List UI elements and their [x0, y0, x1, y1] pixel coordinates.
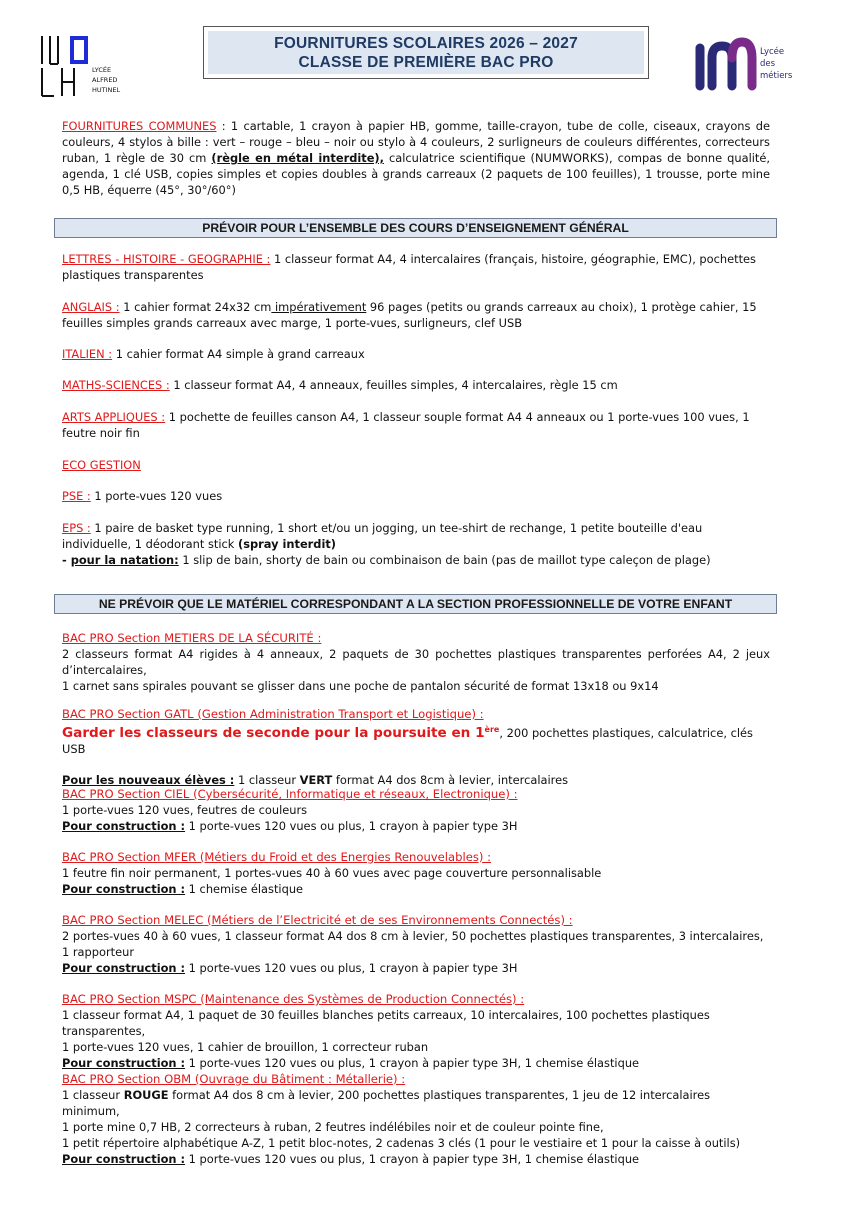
- subject-text: 1 pochette de feuilles canson A4, 1 classeur souple format A4 4 anneaux ou 1 porte-vues 100 vues, 1 feutre noir fin: [62, 410, 750, 440]
- page-subtitle: CLASSE DE PREMIÈRE BAC PRO: [298, 53, 554, 71]
- section-title: BAC PRO Section MELEC (Métiers de l’Electricité et de ses Environnements Connectés) :: [62, 913, 573, 927]
- subject-label: LETTRES - HISTOIRE - GEOGRAPHIE :: [62, 252, 271, 266]
- lycee-hutinel-logo: [38, 34, 124, 98]
- subject-pse: [62, 488, 770, 504]
- section-line: 2 classeurs format A4 rigides à 4 anneaux, 2 paquets de 30 pochettes plastiques transparentes perforées A4, 2 jeux d’intercalaires,: [62, 647, 770, 677]
- pro-ciel: [62, 786, 770, 834]
- common-supplies: [62, 118, 770, 198]
- eps-text: 1 paire de basket type running, 1 short et/ou un jogging, un tee-shirt de rechange, 1 petite bouteille d'eau individuelle, 1 déodorant stick: [62, 521, 703, 551]
- logo-left-text-3: HUTINEL: [92, 86, 121, 94]
- subject-eco-gestion: [62, 457, 770, 473]
- construction-label: Pour construction :: [62, 1152, 186, 1166]
- subject-emphasis: impérativement: [271, 300, 367, 314]
- section-line: 1 porte-vues 120 vues ou plus, 1 crayon à papier type 3H: [185, 961, 518, 975]
- section-line: 1 porte-vues 120 vues, feutres de couleurs: [62, 803, 308, 817]
- subject-label: ECO GESTION: [62, 458, 141, 472]
- eps-label: EPS :: [62, 521, 91, 535]
- section-line: 1 rapporteur: [62, 945, 135, 959]
- page-title: FOURNITURES SCOLAIRES 2026 – 2027: [274, 34, 578, 52]
- pro-mspc: [62, 991, 770, 1071]
- section-title: BAC PRO Section GATL (Gestion Administration Transport et Logistique) :: [62, 707, 484, 721]
- section-title: BAC PRO Section CIEL (Cybersécurité, Informatique et réseaux, Electronique) :: [62, 787, 518, 801]
- section-line: 1 classeur: [62, 1088, 124, 1102]
- subject-lettres: [62, 251, 770, 283]
- construction-label: Pour construction :: [62, 1056, 186, 1070]
- section-line: 1 porte-vues 120 vues ou plus, 1 crayon à papier type 3H: [185, 819, 518, 833]
- subject-label: PSE :: [62, 489, 91, 503]
- binder-color: VERT: [299, 772, 333, 787]
- section-band-pro: NE PRÉVOIR QUE LE MATÉRIEL CORRESPONDANT A LA SECTION PROFESSIONNELLE DE VOTRE ENFANT: [54, 594, 777, 614]
- subject-text: 1 classeur format A4, 4 intercalaires (français, histoire, géographie, EMC), pochettes plastiques transparentes: [62, 252, 756, 282]
- logo-right-text-3: métiers: [760, 71, 793, 81]
- subject-text: 1 porte-vues 120 vues: [90, 489, 223, 503]
- subject-text: 1 cahier format 24x32 cm: [119, 300, 272, 314]
- subject-label: ARTS APPLIQUES :: [62, 410, 166, 424]
- section-line: 1 porte-vues 120 vues ou plus, 1 crayon à papier type 3H, 1 chemise élastique: [185, 1056, 640, 1070]
- section-band-general: PRÉVOIR POUR L’ENSEMBLE DES COURS D’ENSEIGNEMENT GÉNÉRAL: [54, 218, 777, 238]
- pro-mfer: [62, 849, 770, 897]
- binder-color: ROUGE: [123, 1088, 169, 1102]
- eps-natation-text: 1 slip de bain, shorty de bain ou combinaison de bain (pas de maillot type caleçon de plage): [178, 553, 711, 567]
- section-line: 1 porte-vues 120 vues, 1 cahier de brouillon, 1 correcteur ruban: [62, 1040, 429, 1054]
- section-line: 2 portes-vues 40 à 60 vues, 1 classeur format A4 dos 8 cm à levier, 50 pochettes plastiques transparentes, 3 intercalaires,: [62, 929, 764, 943]
- subject-text-2: 96 pages (petits ou grands carreaux au choix), 1 protège cahier, 15 feuilles simples grands carreaux avec marge, 1 porte-vues, surligneurs, clef USB: [62, 300, 757, 330]
- subject-anglais: [62, 299, 770, 331]
- section-line: 1 petit répertoire alphabétique A-Z, 1 petit bloc-notes, 2 cadenas 3 clés (1 pour le vestiaire et 1 pour la caisse à outils): [62, 1136, 741, 1150]
- logo-left-text-2: ALFRED: [92, 76, 118, 84]
- section-line: 1 carnet sans spirales pouvant se glisser dans une poche de pantalon sécurité de format 13x18 ou 9x14: [62, 679, 659, 693]
- gatl-superscript: ère: [484, 725, 500, 734]
- pro-obm: [62, 1071, 770, 1167]
- eps-natation-label: pour la natation:: [70, 553, 179, 567]
- subject-italien: [62, 346, 770, 362]
- page-title-box: [203, 26, 649, 79]
- common-supplies-text-1: : 1 cartable, 1 crayon à papier HB, gomme, taille-crayon, tube de colle, ciseaux, crayons de couleurs, 4 stylos à bille : vert – rouge – bleu – noir ou stylo à 4 couleurs, 2 surligneurs de couleurs différentes, correcteurs ruban, 1 règle de 30 cm: [62, 119, 770, 165]
- lycee-des-metiers-logo: [696, 36, 793, 92]
- eps-natation-prefix: -: [62, 553, 71, 567]
- section-line: 1 feutre fin noir permanent, 1 portes-vues 40 à 60 vues avec page couverture personnalisable: [62, 866, 602, 880]
- subject-maths-sciences: [62, 377, 770, 393]
- construction-label: Pour construction :: [62, 961, 186, 975]
- subject-label: ANGLAIS :: [62, 300, 120, 314]
- subject-text: 1 classeur format A4, 4 anneaux, feuilles simples, 4 intercalaires, règle 15 cm: [169, 378, 618, 392]
- eps-warning: (spray interdit): [238, 537, 337, 551]
- section-title: BAC PRO Section MFER (Métiers du Froid et des Energies Renouvelables) :: [62, 850, 491, 864]
- logo-right-text-2: des: [760, 59, 776, 69]
- section-line: 1 classeur: [234, 772, 300, 787]
- section-line: 1 chemise élastique: [185, 882, 304, 896]
- subject-label: MATHS-SCIENCES :: [62, 378, 170, 392]
- section-title: BAC PRO Section MSPC (Maintenance des Systèmes de Production Connectés) :: [62, 992, 525, 1006]
- section-line: 1 porte mine 0,7 HB, 2 correcteurs à ruban, 2 feutres indélébiles noir et de couleur pointe fine,: [62, 1120, 604, 1134]
- subject-eps: [62, 520, 770, 568]
- construction-label: Pour construction :: [62, 882, 186, 896]
- subject-label: ITALIEN :: [62, 347, 113, 361]
- pro-melec: [62, 912, 770, 976]
- section-title: BAC PRO Section METIERS DE LA SÉCURITÉ :: [62, 631, 322, 645]
- section-title: BAC PRO Section OBM (Ouvrage du Bâtiment : Métallerie) :: [62, 1072, 406, 1086]
- common-supplies-label: FOURNITURES COMMUNES: [62, 119, 217, 133]
- construction-label: Pour construction :: [62, 819, 186, 833]
- gatl-highlight: Garder les classeurs de seconde pour la poursuite en 1: [62, 724, 485, 741]
- logo-left-text-1: LYCÉE: [92, 66, 112, 74]
- new-students-label: Pour les nouveaux élèves :: [62, 772, 235, 787]
- section-line: format A4 dos 8cm à levier, intercalaires: [332, 772, 569, 787]
- logo-right-text-1: Lycée: [760, 47, 785, 57]
- section-line: , 200 pochettes plastiques, calculatrice, clés USB: [62, 725, 753, 756]
- subject-text: 1 cahier format A4 simple à grand carreaux: [112, 347, 365, 361]
- pro-securite: [62, 630, 770, 694]
- common-supplies-warning: (règle en métal interdite),: [211, 151, 384, 165]
- pro-gatl: [62, 706, 770, 788]
- common-supplies-text-2: calculatrice scientifique (NUMWORKS), compas de bonne qualité, agenda, 1 clé USB, copies simples et copies doubles à grands carreaux (2 paquets de 100 feuilles), 1 trousse, porte mine 0,5 HB, équerre (45°, 30°/60°): [62, 151, 770, 197]
- subject-arts-appliques: [62, 409, 752, 441]
- section-line: format A4 dos 8 cm à levier, 200 pochettes plastiques transparentes, 1 jeu de 12 intercalaires minimum,: [62, 1088, 711, 1118]
- section-line: 1 classeur format A4, 1 paquet de 30 feuilles blanches petits carreaux, 10 intercalaires, 100 pochettes plastiques transparentes,: [62, 1008, 710, 1038]
- section-line: 1 porte-vues 120 vues ou plus, 1 crayon à papier type 3H, 1 chemise élastique: [185, 1152, 640, 1166]
